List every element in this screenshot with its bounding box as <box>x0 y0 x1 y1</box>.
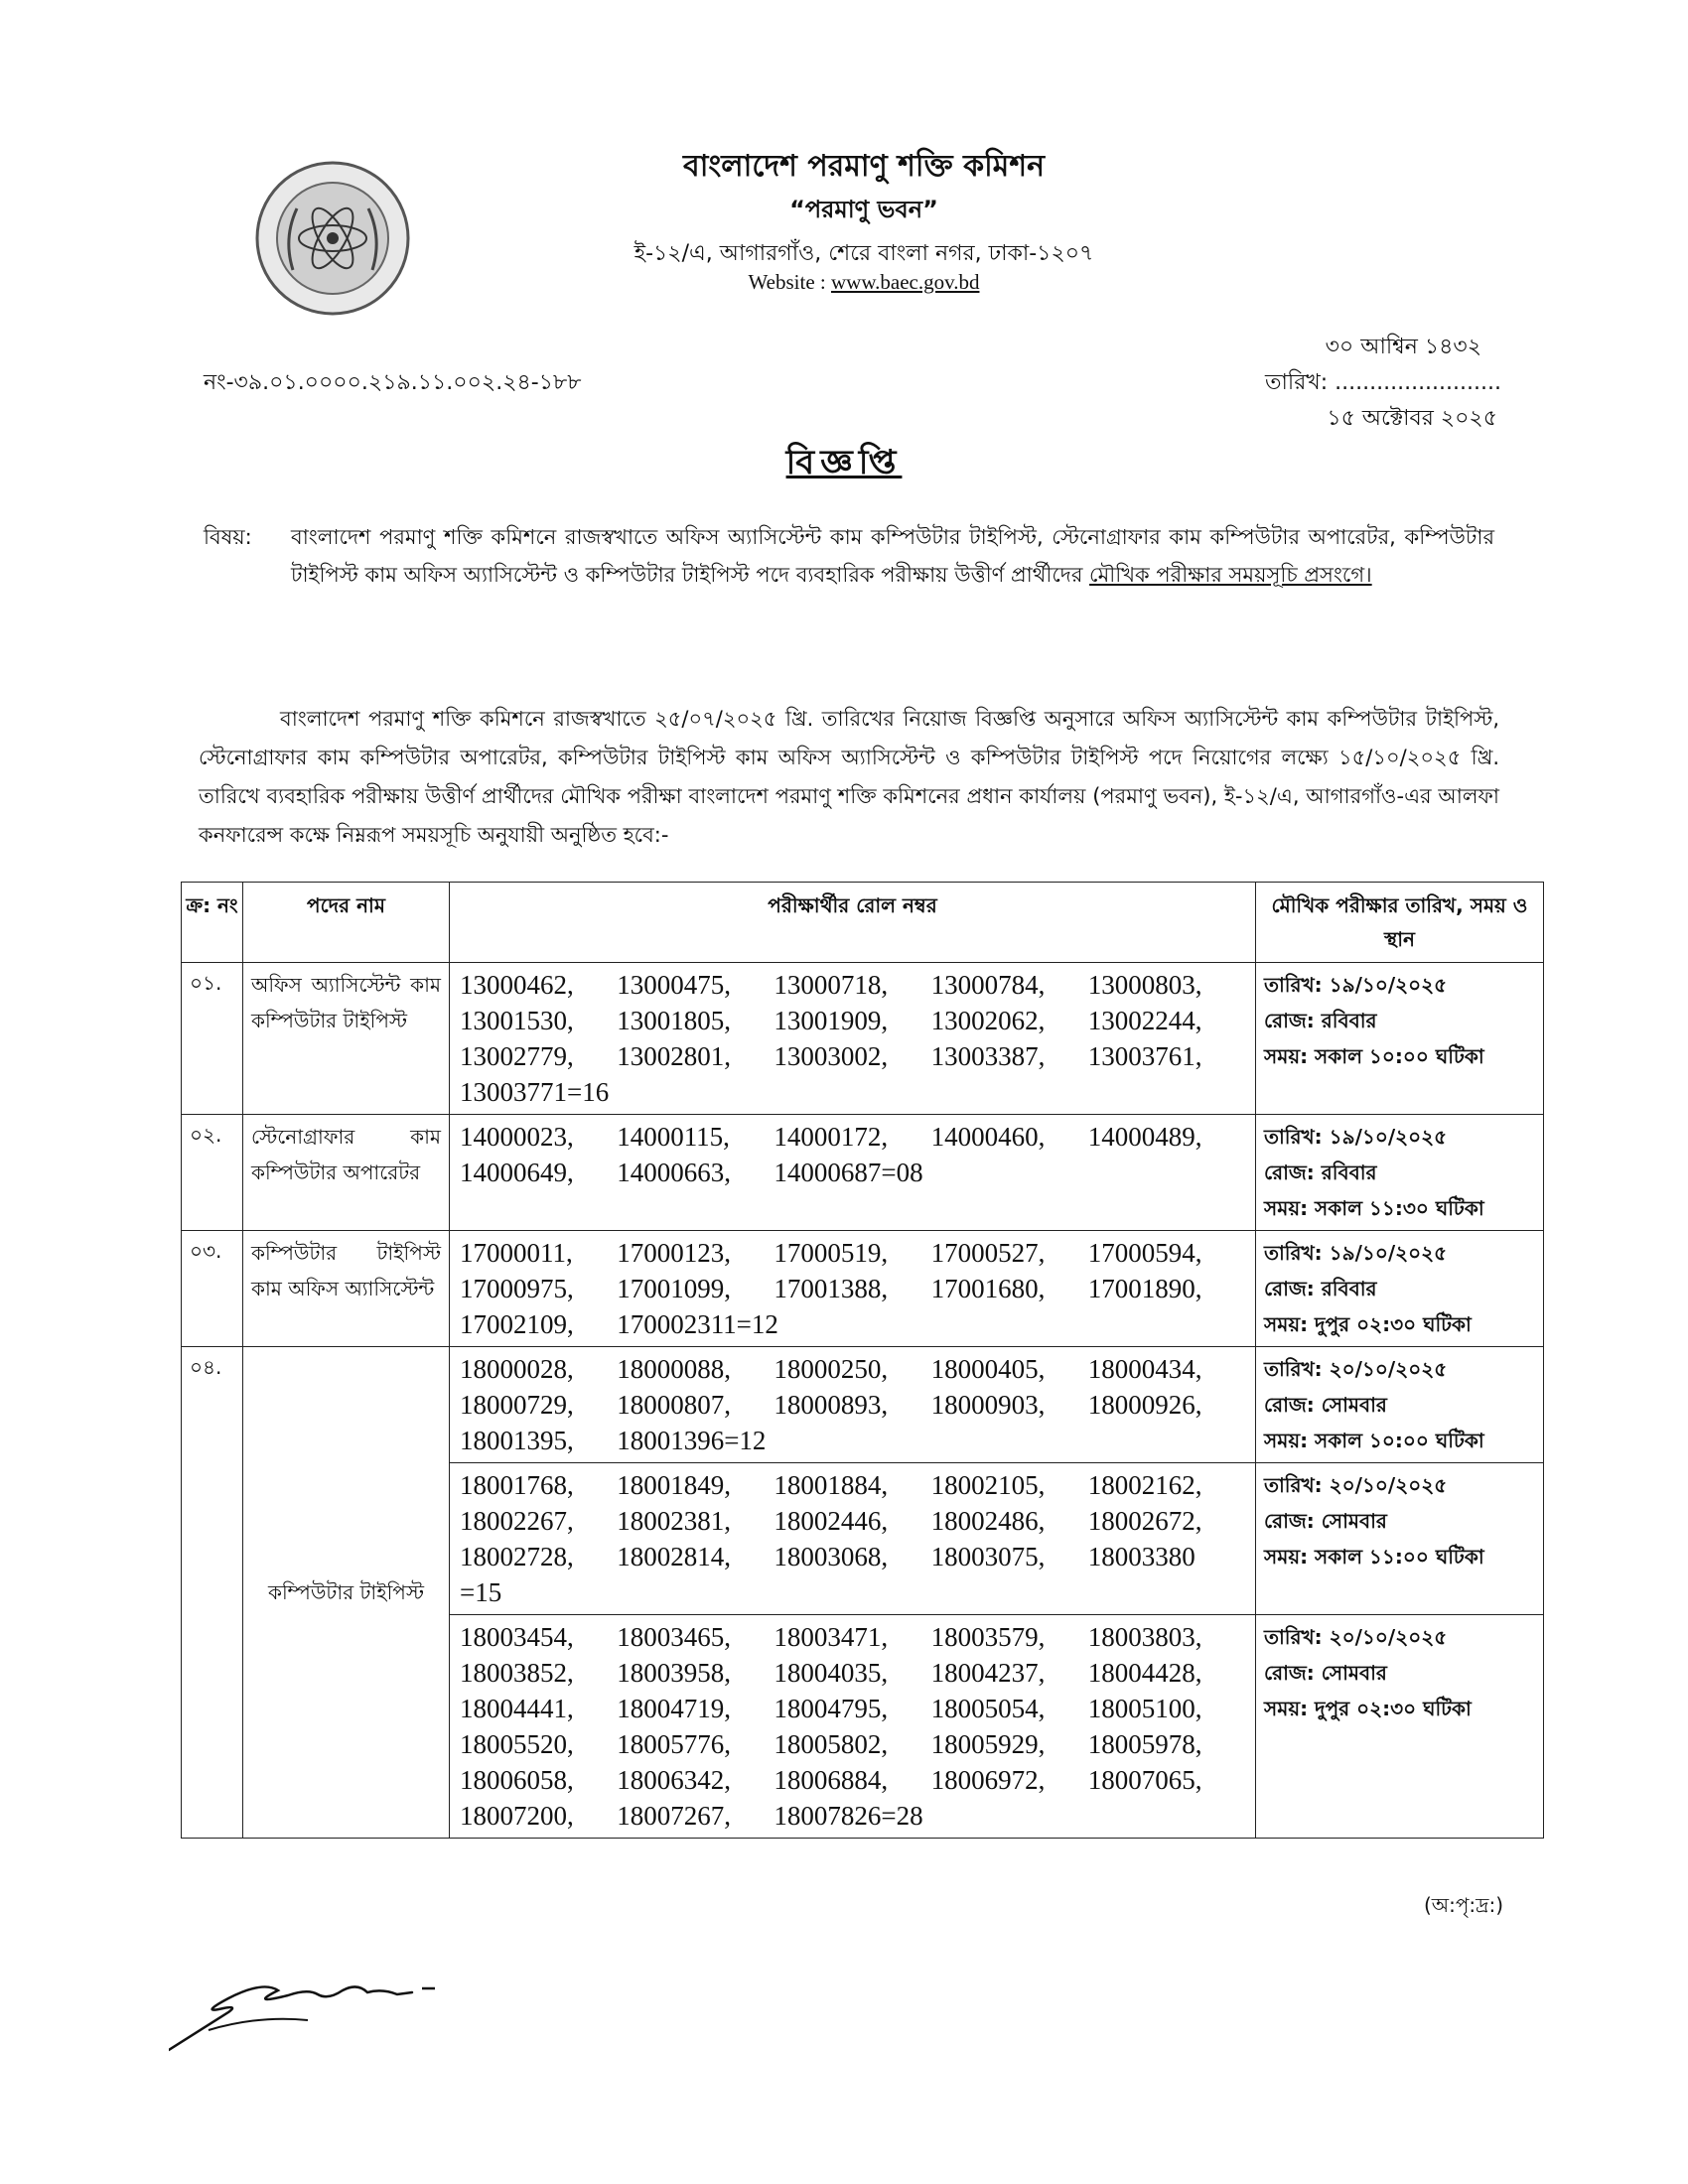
roll-number: 18003852, <box>460 1658 574 1688</box>
roll-number: 17001890, <box>1087 1274 1202 1303</box>
post-name: কম্পিউটার টাইপিস্ট কাম অফিস অ্যাসিস্টেন্ট <box>243 1231 450 1347</box>
roll-number: 18002381, <box>617 1506 731 1536</box>
date-bangla: ৩০ আশ্বিন ১৪৩২ <box>1325 335 1481 359</box>
roll-number: 18003958, <box>617 1658 731 1688</box>
roll-number: 18003068, <box>774 1542 889 1571</box>
viva-schedule-cell <box>1256 1115 1544 1231</box>
schedule-table <box>181 882 1544 1839</box>
roll-number-list <box>460 1467 1245 1610</box>
roll-number: 14000663, <box>617 1158 731 1187</box>
signature-icon <box>169 1951 546 2060</box>
subject-underlined: মৌখিক পরীক্ষার সময়সূচি প্রসংগে। <box>1089 563 1372 587</box>
roll-number: 14000489, <box>1087 1122 1202 1152</box>
subject-main: বাংলাদেশ পরমাণু শক্তি কমিশনে রাজস্বখাতে অফিস অ্যাসিস্টেন্ট কাম কম্পিউটার টাইপিস্ট, স্টেনোগ্রাফার কাম কম্পিউটার অপারেটর, কম্পিউটার টাইপিস্ট কাম অফিস অ্যাসিস্টেন্ট ও কম্পিউটার টাইপিস্ট পদে ব্যবহারিক পরীক্ষায় উত্তীর্ণ প্রার্থীদের <box>291 525 1494 587</box>
roll-number: 13000784, <box>930 970 1046 1000</box>
roll-number: 18002486, <box>930 1506 1046 1536</box>
roll-number: 18005802, <box>774 1729 889 1759</box>
notice-title-text: বিজ্ঞপ্তি <box>785 443 903 482</box>
roll-number: 18002446, <box>774 1506 889 1536</box>
post-name: স্টেনোগ্রাফার কাম কম্পিউটার অপারেটর <box>243 1115 450 1231</box>
roll-number: 17000527, <box>930 1238 1046 1268</box>
roll-number: 13002801, <box>617 1041 731 1071</box>
serial-number: ০২. <box>182 1115 243 1231</box>
serial-number: ০৩. <box>182 1231 243 1347</box>
roll-number: 13000462, <box>460 970 574 1000</box>
roll-number: 18001395, <box>460 1426 574 1455</box>
roll-number: 18004441, <box>460 1694 574 1723</box>
viva-schedule-cell <box>1256 1615 1544 1839</box>
roll-number: =15 <box>460 1577 502 1607</box>
roll-number: 18007065, <box>1087 1765 1202 1795</box>
viva-time: সময়: সকাল ১১:০০ ঘটিকা <box>1264 1545 1484 1569</box>
roll-number: 18003465, <box>617 1622 731 1652</box>
roll-number: 18000088, <box>617 1354 731 1384</box>
notice-title <box>0 437 1688 493</box>
roll-number: 18005100, <box>1087 1694 1202 1723</box>
roll-number: 18003075, <box>930 1542 1046 1571</box>
roll-number: 13002062, <box>930 1006 1046 1035</box>
viva-schedule-cell <box>1256 1347 1544 1463</box>
viva-day: রোজ: রবিবার <box>1264 1277 1377 1300</box>
viva-day: রোজ: সোমবার <box>1264 1393 1387 1417</box>
roll-numbers-cell <box>450 1231 1256 1347</box>
roll-number: 18003803, <box>1087 1622 1202 1652</box>
roll-number: 14000023, <box>460 1122 574 1152</box>
organization-name: বাংলাদেশ পরমাণু শক্তি কমিশন <box>683 149 1045 184</box>
roll-number: 18005929, <box>930 1729 1046 1759</box>
building-name: “পরমাণু ভবন” <box>789 196 938 223</box>
roll-number: 13000475, <box>617 970 731 1000</box>
roll-number: 13002779, <box>460 1041 574 1071</box>
roll-number: 18003454, <box>460 1622 574 1652</box>
post-name: অফিস অ্যাসিস্টেন্ট কাম কম্পিউটার টাইপিস্ট <box>243 963 450 1115</box>
roll-number: 18005978, <box>1087 1729 1202 1759</box>
roll-number: 13000803, <box>1087 970 1202 1000</box>
roll-number-list <box>460 1351 1245 1458</box>
website-label: Website : <box>748 270 831 294</box>
roll-number: 18004719, <box>617 1694 731 1723</box>
roll-number-list <box>460 967 1245 1110</box>
roll-number: 18007267, <box>617 1801 731 1831</box>
roll-number: 18000903, <box>930 1390 1046 1420</box>
roll-number: 18006342, <box>617 1765 731 1795</box>
roll-number: 18007826=28 <box>774 1801 923 1831</box>
roll-number: 13002244, <box>1087 1006 1202 1035</box>
roll-number: 18001849, <box>617 1470 731 1500</box>
date-english: ১৫ অক্টোবর ২০২৫ <box>1327 406 1497 431</box>
subject-label: বিষয়: <box>204 525 252 549</box>
viva-time: সময়: সকাল ১০:০০ ঘটিকা <box>1264 1044 1484 1068</box>
body-paragraph: বাংলাদেশ পরমাণু শক্তি কমিশনে রাজস্বখাতে ২৫/০৭/২০২৫ খ্রি. তারিখের নিয়োজ বিজ্ঞপ্তি অনুসারে অফিস অ্যাসিস্টেন্ট কাম কম্পিউটার টাইপিস্ট, স্টেনোগ্রাফার কাম কম্পিউটার অপারেটর, কম্পিউটার টাইপিস্ট কাম অফিস অ্যাসিস্টেন্ট ও কম্পিউটার টাইপিস্ট পদে নিয়োগের লক্ষ্যে ১৫/১০/২০২৫ খ্রি. তারিখে ব্যবহারিক পরীক্ষায় উত্তীর্ণ প্রার্থীদের মৌখিক পরীক্ষা বাংলাদেশ পরমাণু শক্তি কমিশনের প্রধান কার্যালয় (পরমাণু ভবন), ই-১২/এ, আগারগাঁও-এর আলফা কনফারেন্স কক্ষে নিম্নরূপ সময়সূচি অনুযায়ী অনুষ্ঠিত হবে:- <box>199 707 1499 847</box>
organization-seal-icon <box>253 159 412 318</box>
roll-number: 18004428, <box>1087 1658 1202 1688</box>
roll-number: 18000434, <box>1087 1354 1202 1384</box>
serial-number: ০১. <box>182 963 243 1115</box>
roll-number: 18000807, <box>617 1390 731 1420</box>
roll-number: 18001396=12 <box>617 1426 767 1455</box>
table-row <box>182 1347 1544 1463</box>
memo-number: নং-৩৯.০১.০০০০.২১৯.১১.০০২.২৪-১৮৮ <box>204 370 582 395</box>
address: ই-১২/এ, আগারগাঁও, শেরে বাংলা নগর, ঢাকা-১২০৭ <box>633 241 1094 266</box>
roll-numbers-cell <box>450 1463 1256 1615</box>
roll-number: 18003471, <box>774 1622 889 1652</box>
roll-number: 13003002, <box>774 1041 889 1071</box>
roll-number: 17001388, <box>774 1274 889 1303</box>
viva-date: তারিখ: ২০/১০/২০২৫ <box>1264 1625 1448 1649</box>
viva-time: সময়: সকাল ১১:৩০ ঘটিকা <box>1264 1196 1484 1220</box>
roll-number: 18002728, <box>460 1542 574 1571</box>
roll-numbers-cell <box>450 1347 1256 1463</box>
viva-date: তারিখ: ১৯/১০/২০২৫ <box>1264 1125 1448 1149</box>
roll-numbers-cell <box>450 963 1256 1115</box>
roll-number: 18002672, <box>1087 1506 1202 1536</box>
viva-schedule-cell <box>1256 963 1544 1115</box>
roll-number: 17000519, <box>774 1238 889 1268</box>
roll-number: 18001884, <box>774 1470 889 1500</box>
viva-date: তারিখ: ২০/১০/২০২৫ <box>1264 1473 1448 1497</box>
roll-number: 18000405, <box>930 1354 1046 1384</box>
roll-number: 13001909, <box>774 1006 889 1035</box>
header-viva: মৌখিক পরীক্ষার তারিখ, সময় ও স্থান <box>1256 883 1544 963</box>
roll-number: 13000718, <box>774 970 889 1000</box>
viva-day: রোজ: রবিবার <box>1264 1009 1377 1032</box>
roll-number: 18005520, <box>460 1729 574 1759</box>
website-link[interactable]: www.baec.gov.bd <box>830 270 980 294</box>
roll-number: 18002267, <box>460 1506 574 1536</box>
website-line <box>417 270 1311 295</box>
roll-number: 13003771=16 <box>460 1077 610 1107</box>
roll-number: 18003380 <box>1087 1542 1196 1571</box>
table-row <box>182 1231 1544 1347</box>
viva-time: সময়: সকাল ১০:০০ ঘটিকা <box>1264 1429 1484 1452</box>
table-row <box>182 1115 1544 1231</box>
roll-number: 18000729, <box>460 1390 574 1420</box>
viva-time: সময়: দুপুর ০২:৩০ ঘটিকা <box>1264 1312 1472 1336</box>
roll-number: 14000687=08 <box>774 1158 923 1187</box>
table-header-row <box>182 883 1544 963</box>
roll-number: 18002105, <box>930 1470 1046 1500</box>
viva-time: সময়: দুপুর ০২:৩০ ঘটিকা <box>1264 1697 1472 1720</box>
roll-number: 17000011, <box>460 1238 573 1268</box>
roll-number: 17001680, <box>930 1274 1046 1303</box>
roll-number-list <box>460 1235 1245 1342</box>
header-serial: ক্র: নং <box>182 883 243 963</box>
viva-day: রোজ: সোমবার <box>1264 1661 1387 1685</box>
roll-number: 18004035, <box>774 1658 889 1688</box>
roll-number: 13003387, <box>930 1041 1046 1071</box>
roll-number: 14000649, <box>460 1158 574 1187</box>
roll-number-list <box>460 1619 1245 1834</box>
viva-date: তারিখ: ১৯/১০/২০২৫ <box>1264 1241 1448 1265</box>
roll-number: 18000893, <box>774 1390 889 1420</box>
post-name: কম্পিউটার টাইপিস্ট <box>243 1347 450 1839</box>
continued-note: (অ:পৃ:দ্র:) <box>1423 1893 1503 1917</box>
roll-number: 17000975, <box>460 1274 574 1303</box>
roll-number: 18006884, <box>774 1765 889 1795</box>
viva-day: রোজ: রবিবার <box>1264 1160 1377 1184</box>
header-post: পদের নাম <box>243 883 450 963</box>
roll-number: 18004795, <box>774 1694 889 1723</box>
roll-number: 18006058, <box>460 1765 574 1795</box>
roll-number: 17001099, <box>617 1274 731 1303</box>
roll-number: 18005054, <box>930 1694 1046 1723</box>
roll-numbers-cell <box>450 1615 1256 1839</box>
roll-number-list <box>460 1119 1245 1190</box>
viva-date: তারিখ: ১৯/১০/২০২৫ <box>1264 973 1448 997</box>
subject-text <box>291 518 1494 594</box>
roll-number: 17002109, <box>460 1309 574 1339</box>
header-rolls: পরীক্ষার্থীর রোল নম্বর <box>450 883 1256 963</box>
roll-number: 18001768, <box>460 1470 574 1500</box>
roll-number: 13003761, <box>1087 1041 1202 1071</box>
roll-number: 18007200, <box>460 1801 574 1831</box>
roll-number: 18003579, <box>930 1622 1046 1652</box>
roll-number: 18002814, <box>617 1542 731 1571</box>
roll-number: 13001805, <box>617 1006 731 1035</box>
table-row <box>182 963 1544 1115</box>
subject-block <box>204 518 1494 594</box>
roll-number: 18000028, <box>460 1354 574 1384</box>
roll-number: 18000250, <box>774 1354 889 1384</box>
date-label: তারিখ: ........................ <box>1265 370 1501 395</box>
roll-number: 170002311=12 <box>617 1309 778 1339</box>
viva-schedule-cell <box>1256 1231 1544 1347</box>
viva-schedule-cell <box>1256 1463 1544 1615</box>
roll-numbers-cell <box>450 1115 1256 1231</box>
roll-number: 18005776, <box>617 1729 731 1759</box>
roll-number: 17000123, <box>617 1238 731 1268</box>
roll-number: 14000115, <box>617 1122 730 1152</box>
roll-number: 14000460, <box>930 1122 1046 1152</box>
roll-number: 17000594, <box>1087 1238 1202 1268</box>
viva-date: তারিখ: ২০/১০/২০২৫ <box>1264 1357 1448 1381</box>
roll-number: 14000172, <box>774 1122 889 1152</box>
roll-number: 13001530, <box>460 1006 574 1035</box>
roll-number: 18000926, <box>1087 1390 1202 1420</box>
roll-number: 18002162, <box>1087 1470 1202 1500</box>
serial-number: ০৪. <box>182 1347 243 1839</box>
roll-number: 18006972, <box>930 1765 1046 1795</box>
viva-day: রোজ: সোমবার <box>1264 1509 1387 1533</box>
roll-number: 18004237, <box>930 1658 1046 1688</box>
